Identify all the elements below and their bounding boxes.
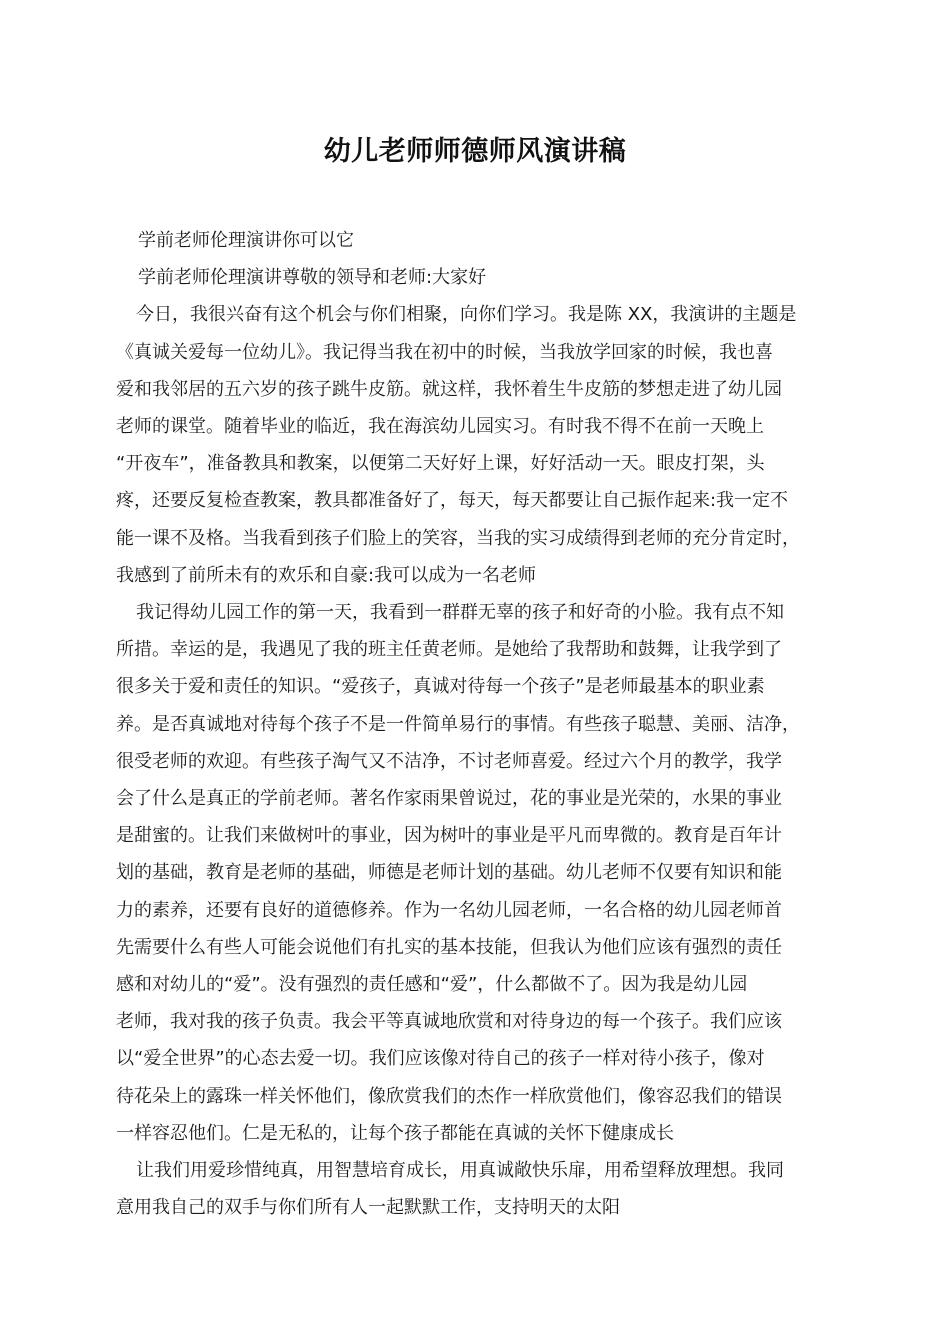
text-line: 疼，还要反复检查教案，教具都准备好了，每天，每天都要让自己振作起来:我一定不 (116, 490, 789, 512)
text-line: 感和对幼儿的“爱”。没有强烈的责任感和“爱”，什么都做不了。因为我是幼儿园 (116, 974, 748, 996)
text-line: 所措。幸运的是，我遇见了我的班主任黄老师。是她给了我帮助和鼓舞，让我学到了 (116, 639, 782, 661)
text-line: 我记得幼儿园工作的第一天，我看到一群群无辜的孩子和好奇的小脸。我有点不知 (136, 602, 784, 624)
text-line: 以“爱全世界”的心态去爱一切。我们应该像对待自己的孩子一样对待小孩子，像对 (116, 1048, 765, 1070)
text-line: 很受老师的欢迎。有些孩子淘气又不洁净，不讨老师喜爱。经过六个月的教学，我学 (116, 750, 782, 772)
text-line: 很多关于爱和责任的知识。“爱孩子，真诚对待每一个孩子”是老师最基本的职业素 (116, 676, 765, 698)
text-line: 一样容忍他们。仁是无私的，让每个孩子都能在真诚的关怀下健康成长 (116, 1122, 674, 1144)
paragraph-1 (116, 296, 846, 594)
text-line: 学前老师伦理演讲尊敬的领导和老师:大家好 (138, 267, 487, 289)
paragraph-intro-2 (116, 259, 846, 296)
paragraph-2 (116, 594, 846, 1152)
text-line: 养。是否真诚地对待每个孩子不是一件简单易行的事情。有些孩子聪慧、美丽、洁净， (116, 713, 800, 735)
text-line: 老师，我对我的孩子负责。我会平等真诚地欣赏和对待身边的每一个孩子。我们应该 (116, 1011, 782, 1033)
text-line: 能一课不及格。当我看到孩子们脸上的笑容，当我的实习成绩得到老师的充分肯定时， (116, 527, 800, 549)
text-line: 待花朵上的露珠一样关怀他们，像欣赏我们的杰作一样欣赏他们，像容忍我们的错误 (116, 1085, 782, 1107)
document-title: 幼儿老师师德师风演讲稿 (323, 136, 627, 167)
text-line: 学前老师伦理演讲你可以它 (138, 230, 354, 251)
text-line: 划的基础，教育是老师的基础，师德是老师计划的基础。幼儿老师不仅要有知识和能 (116, 862, 782, 884)
text-line: 先需要什么有些人可能会说他们有扎实的基本技能，但我认为他们应该有强烈的责任 (116, 936, 782, 958)
paragraph-3 (116, 1152, 846, 1226)
text-line: 力的素养，还要有良好的道德修养。作为一名幼儿园老师，一名合格的幼儿园老师首 (116, 899, 782, 921)
text-line: 今日，我很兴奋有这个机会与你们相聚，向你们学习。我是陈 XX，我演讲的主题是 (136, 304, 797, 326)
text-line: 让我们用爱珍惜纯真，用智慧培育成长，用真诚敞快乐扉，用希望释放理想。我同 (136, 1160, 784, 1182)
text-line: 老师的课堂。随着毕业的临近，我在海滨幼儿园实习。有时我不得不在前一天晚上 (116, 416, 764, 438)
text-line: 《真诚关爱每一位幼儿》。我记得当我在初中的时候，当我放学回家的时候，我也喜 (116, 341, 773, 363)
text-line: 我感到了前所未有的欢乐和自豪:我可以成为一名老师 (116, 564, 537, 586)
text-line: “开夜车”，准备教具和教案，以便第二天好好上课，好好活动一天。眼皮打架，头 (116, 453, 765, 475)
text-line: 是甜蜜的。让我们来做树叶的事业，因为树叶的事业是平凡而卑微的。教育是百年计 (116, 825, 782, 847)
paragraph-intro-1 (116, 222, 846, 259)
text-line: 会了什么是真正的学前老师。著名作家雨果曾说过，花的事业是光荣的，水果的事业 (116, 788, 782, 810)
document-body (116, 222, 846, 1226)
text-line: 意用我自己的双手与你们所有人一起默默工作，支持明天的太阳 (116, 1197, 620, 1219)
text-line: 爱和我邻居的五六岁的孩子跳牛皮筋。就这样，我怀着生牛皮筋的梦想走进了幼儿园 (116, 378, 782, 400)
